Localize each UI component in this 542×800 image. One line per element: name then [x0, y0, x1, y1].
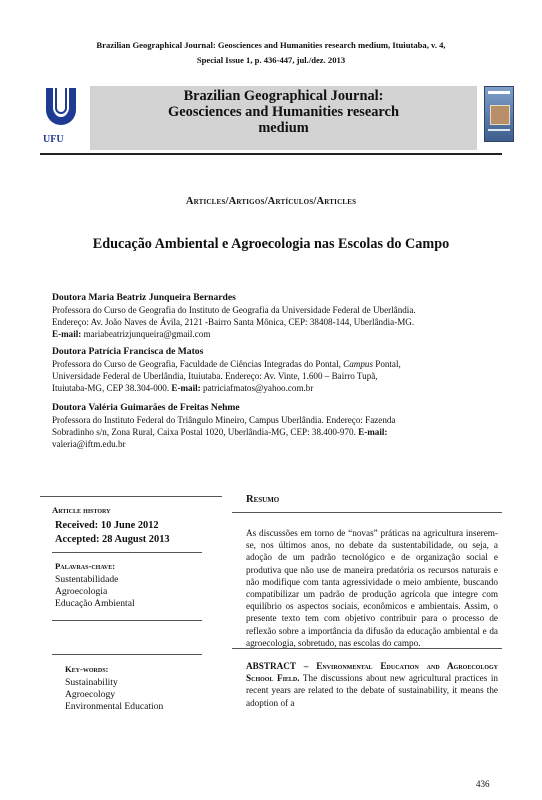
author-affiliation-2	[52, 358, 498, 394]
history-top-rule	[40, 496, 222, 497]
journal-title-line1: Brazilian Geographical Journal:	[183, 88, 384, 104]
resumo-heading: Resumo	[246, 494, 280, 505]
journal-citation-line2: Special Issue 1, p. 436-447, jul./dez. 2013	[196, 55, 346, 65]
author-3-line2: Sobradinho s/n, Zona Rural, Caixa Postal 1020, Uberlândia-MG, CEP: 38.400-970.	[52, 427, 359, 437]
author-2-line2: Universidade Federal de Uberlândia, Ituiutaba. Endereço: Av. Vinte, 1.600 – Bairro Tupã,	[52, 371, 378, 381]
author-2-line1a: Professora do Curso de Geografia, Faculdade de Ciências Integradas do Pontal,	[52, 359, 344, 369]
page-number: 436	[476, 779, 490, 789]
accepted-date: Accepted: 28 August 2013	[55, 534, 170, 545]
keyword-item: Agroecologia	[55, 586, 108, 597]
keywords-heading: Key-words:	[65, 664, 109, 674]
author-1-line2: Endereço: Av. João Naves de Ávila, 2121 -Bairro Santa Mônica, CEP: 38408-144, Uberlândia-MG.	[52, 317, 415, 327]
author-1-email[interactable]: mariabeatrizjunqueira@gmail.com	[83, 329, 211, 339]
journal-title-box	[90, 86, 477, 150]
resumo-top-rule	[232, 512, 502, 513]
journal-title	[90, 88, 477, 136]
email-label: E-mail:	[171, 383, 201, 393]
abstract-body	[246, 660, 498, 709]
author-2-campus: Campus	[343, 359, 373, 369]
ufu-logo-text: UFU	[43, 134, 64, 145]
resumo-bottom-rule	[232, 648, 502, 649]
author-affiliation-1	[52, 304, 498, 340]
author-name-2: Doutora Patrícia Francisca de Matos	[52, 346, 204, 357]
author-name-1: Doutora Maria Beatriz Junqueira Bernardes	[52, 292, 236, 303]
author-2-line3: Ituiutaba-MG, CEP 38.304-000.	[52, 383, 172, 393]
email-label: E-mail:	[52, 329, 82, 339]
author-3-email[interactable]: valeria@iftm.edu.br	[52, 439, 126, 449]
keyword-item: Environmental Education	[65, 701, 164, 712]
header-rule	[40, 153, 502, 155]
journal-title-line2: Geosciences and Humanities research	[168, 104, 399, 120]
keyword-item: Sustainability	[65, 677, 118, 688]
resumo-body: As discussões em torno de “novas” práticas na agricultura inserem-se, nos últimos anos, no debate da sustentabilidade, ou seja, a adoção de um padrão tecnológico e de organização social e produtiva que não use de maneira predatória os recursos naturais e não modifique com tanta agressividade o meio ambiente, buscando compatibilizar um padrão de produção agrícola que integre com equilíbrio os aspectos sociais, econômicos e ambientais. Assim, o presente texto tem com objetivo contribuir para o processo de reflexão sobre a importância da difusão da educação ambiental e da agroecologia, sobretudo, nas escolas do campo.	[246, 528, 498, 648]
author-2-email[interactable]: patriciafmatos@yahoo.com.br	[202, 383, 314, 393]
section-heading: Articles/Artigos/Artículos/Articles	[185, 196, 357, 207]
received-date: Received: 10 June 2012	[55, 520, 159, 531]
journal-cover-image	[484, 86, 514, 142]
author-name-3: Doutora Valéria Guimarães de Freitas Nehme	[52, 402, 240, 413]
abstract-text: The discussions about new agricultural practices in recent years are related to the debate of sustainability, it means the adoption of a	[246, 673, 498, 708]
author-1-line1: Professora do Curso de Geografia do Instituto de Geografia da Universidade Federal de Uberlândia.	[52, 305, 416, 315]
abstract-heading: ABSTRACT – Environmental Education and Agroecology School Field.	[246, 661, 498, 684]
history-rule	[52, 552, 202, 553]
keyword-item: Sustentabilidade	[55, 574, 119, 585]
author-3-line1: Professora do Instituto Federal do Triângulo Mineiro, Campus Uberlândia. Endereço: Fazenda	[52, 415, 396, 425]
keyword-item: Educação Ambiental	[55, 598, 135, 609]
keywords-top-rule	[52, 654, 202, 655]
article-title: Educação Ambiental e Agroecologia nas Escolas do Campo	[92, 236, 450, 252]
ufu-logo-icon	[44, 86, 78, 140]
keywords-list	[65, 677, 163, 713]
keyword-item: Agroecology	[65, 689, 116, 700]
journal-title-line3: medium	[258, 120, 309, 136]
author-2-line1c: Pontal,	[372, 359, 401, 369]
palavras-chave-list	[55, 574, 135, 610]
palavras-chave-heading: Palavras-chave:	[55, 561, 116, 571]
article-history-heading: Article history	[52, 505, 111, 515]
email-label: E-mail:	[358, 427, 388, 437]
palavras-rule	[52, 620, 202, 621]
journal-citation-line1: Brazilian Geographical Journal: Geosciences and Humanities research medium, Ituiutaba, v. 4,	[96, 40, 446, 50]
author-affiliation-3	[52, 414, 498, 450]
